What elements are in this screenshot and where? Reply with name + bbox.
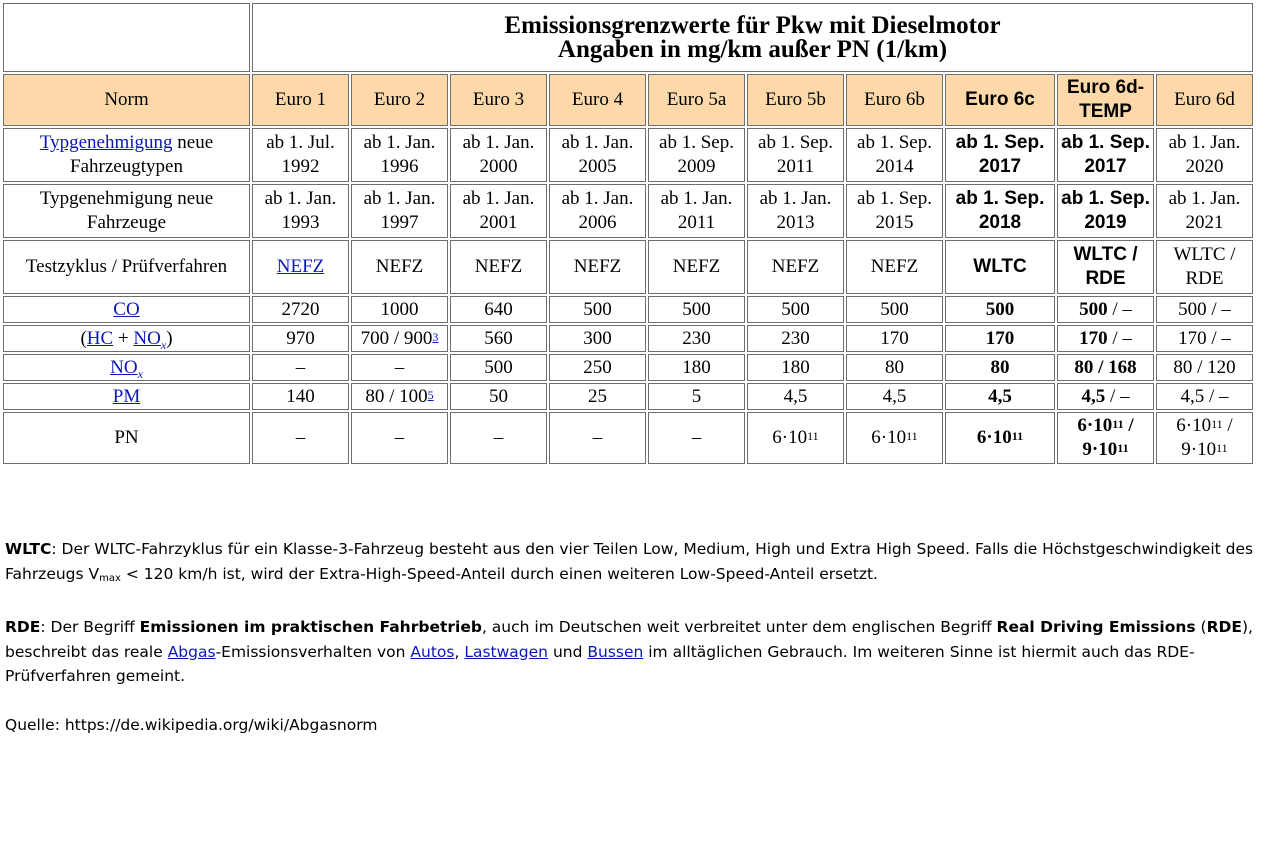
- value-cell: 500: [450, 354, 547, 381]
- header-euro6c: Euro 6c: [945, 74, 1055, 126]
- date-cell: ab 1. Sep. 2009: [648, 128, 745, 182]
- value-cell: 640: [450, 296, 547, 323]
- date-cell: ab 1. Jan. 2013: [747, 184, 844, 238]
- value-cell: 250: [549, 354, 646, 381]
- value-cell: 4,5: [747, 383, 844, 410]
- cycle-cell: NEFZ: [351, 240, 448, 294]
- footnote-3-link[interactable]: 3: [432, 329, 439, 344]
- date-cell: ab 1. Sep. 2011: [747, 128, 844, 182]
- value-cell: 300: [549, 325, 646, 352]
- notes-section: [5, 537, 1270, 761]
- header-row: [3, 74, 1253, 126]
- label-rest: neue: [172, 132, 214, 153]
- row-hc-nox: [3, 325, 1253, 352]
- empty-corner-cell: [3, 3, 250, 72]
- date-cell: ab 1. Sep. 2019: [1057, 184, 1154, 238]
- value-cell: 500: [945, 296, 1055, 323]
- date-cell: ab 1. Sep. 2018: [945, 184, 1055, 238]
- footnote-5-link[interactable]: 5: [427, 387, 434, 402]
- date-cell: ab 1. Jan. 2005: [549, 128, 646, 182]
- date-cell: ab 1. Sep. 2017: [1057, 128, 1154, 182]
- value-cell: $6\cdot 10^{11}$: [747, 412, 844, 464]
- date-cell: ab 1. Jan. 1997: [351, 184, 448, 238]
- value-cell: $6\cdot 10^{11}$: [846, 412, 943, 464]
- header-euro1: Euro 1: [252, 74, 349, 126]
- value-cell: 4,5 / –: [1156, 383, 1253, 410]
- value-cell: 230: [747, 325, 844, 352]
- label-testzyklus: Testzyklus / Prüfverfahren: [3, 240, 250, 294]
- date-cell: ab 1. Jan. 2021: [1156, 184, 1253, 238]
- row-typgenehmigung-fahrzeugtypen: [3, 128, 1253, 182]
- date-cell: ab 1. Jan. 2001: [450, 184, 547, 238]
- label-pn: PN: [3, 412, 250, 464]
- label-co: [3, 296, 250, 323]
- value-cell: 500 / –: [1156, 296, 1253, 323]
- value-cell: 170 / –: [1156, 325, 1253, 352]
- date-cell: ab 1. Jan. 2020: [1156, 128, 1253, 182]
- row-pn: [3, 412, 1253, 464]
- row-nox: [3, 354, 1253, 381]
- value-cell: 80 / 100$^5$: [351, 383, 448, 410]
- value-cell: 500: [648, 296, 745, 323]
- date-cell: ab 1. Jan. 2000: [450, 128, 547, 182]
- value-cell: 5: [648, 383, 745, 410]
- cycle-cell: WLTC / RDE: [1057, 240, 1154, 294]
- link-co[interactable]: CO: [113, 298, 140, 320]
- value-cell: $6\cdot 10^{11}$ / $9\cdot 10^{11}$: [1156, 412, 1253, 464]
- link-bussen[interactable]: Bussen: [587, 642, 644, 661]
- label-nox: [3, 354, 250, 381]
- header-euro5b: Euro 5b: [747, 74, 844, 126]
- header-euro5a: Euro 5a: [648, 74, 745, 126]
- header-euro6dtemp: [1057, 74, 1154, 126]
- date-cell: ab 1. Sep. 2017: [945, 128, 1055, 182]
- value-cell: –: [450, 412, 547, 464]
- link-lastwagen[interactable]: Lastwagen: [464, 642, 549, 661]
- date-cell: ab 1. Jan. 1993: [252, 184, 349, 238]
- value-cell: 170 / –: [1057, 325, 1154, 352]
- link-abgas[interactable]: Abgas: [167, 642, 216, 661]
- row-typgenehmigung-fahrzeuge: [3, 184, 1253, 238]
- value-cell: 180: [648, 354, 745, 381]
- cycle-cell: WLTC: [945, 240, 1055, 294]
- value-cell: 50: [450, 383, 547, 410]
- row-testzyklus: [3, 240, 1253, 294]
- value-cell: 500: [549, 296, 646, 323]
- link-nox[interactable]: $NO_x$: [133, 327, 167, 352]
- date-cell: ab 1. Jan. 1996: [351, 128, 448, 182]
- label-pm: [3, 383, 250, 410]
- cycle-cell: NEFZ: [450, 240, 547, 294]
- cycle-cell: NEFZ: [648, 240, 745, 294]
- value-cell: 500: [846, 296, 943, 323]
- label-typgenehmigung-fahrzeuge: Typgenehmigung neue Fahrzeuge: [3, 184, 250, 238]
- value-cell: 500 / –: [1057, 296, 1154, 323]
- value-cell: 80 / 168: [1057, 354, 1154, 381]
- header-euro4: Euro 4: [549, 74, 646, 126]
- emission-limits-table: [1, 1, 1255, 466]
- cycle-cell: [252, 240, 349, 294]
- value-cell: –: [648, 412, 745, 464]
- value-cell: –: [252, 354, 349, 381]
- note-source: Quelle: https://de.wikipedia.org/wiki/Abgasnorm: [5, 715, 378, 734]
- cycle-cell: WLTC / RDE: [1156, 240, 1253, 294]
- header-euro2: Euro 2: [351, 74, 448, 126]
- link-hc[interactable]: HC: [86, 327, 114, 349]
- value-cell: 80: [945, 354, 1055, 381]
- link-typgenehmigung[interactable]: Typgenehmigung: [39, 132, 173, 153]
- cycle-cell: NEFZ: [747, 240, 844, 294]
- value-cell: $6\cdot 10^{11}$: [945, 412, 1055, 464]
- row-pm: [3, 383, 1253, 410]
- value-cell: –: [351, 412, 448, 464]
- cycle-cell: NEFZ: [549, 240, 646, 294]
- title-line-2: Angaben in mg/km außer PN (1/km): [557, 35, 948, 63]
- link-nox-row[interactable]: $NO_x$: [110, 356, 143, 381]
- value-cell: 25: [549, 383, 646, 410]
- link-autos[interactable]: Autos: [410, 642, 455, 661]
- value-cell: 4,5: [846, 383, 943, 410]
- label-rest-line2: Fahrzeugtypen: [70, 156, 183, 177]
- title-line-1: Emissionsgrenzwerte für Pkw mit Dieselmotor: [504, 11, 1001, 39]
- row-co: [3, 296, 1253, 323]
- value-cell: $6\cdot 10^{11}$ / $9\cdot 10^{11}$: [1057, 412, 1154, 464]
- header-euro6dtemp-line1: Euro 6d-: [1066, 77, 1145, 98]
- value-cell: 4,5 / –: [1057, 383, 1154, 410]
- header-euro6dtemp-line2: TEMP: [1079, 101, 1132, 122]
- label-hc-nox: $(HC + NO_x)$: [3, 325, 250, 352]
- value-cell: 700 / 900$^3$: [351, 325, 448, 352]
- label-typgenehmigung-fahrzeugtypen: [3, 128, 250, 182]
- header-euro6d: Euro 6d: [1156, 74, 1253, 126]
- note-wltc: WLTC: Der WLTC-Fahrzyklus für ein Klasse-3-Fahrzeug besteht aus den vier Teilen Low, Medium, High und Extra High Speed. Falls die Höchstgeschwindigkeit des Fahrzeugs Vmax < 120 km/h ist, wird der Extra-High-Speed-Anteil durch einen weiteren Low-Speed-Anteil ersetzt.: [5, 540, 1254, 584]
- value-cell: 560: [450, 325, 547, 352]
- date-cell: ab 1. Sep. 2015: [846, 184, 943, 238]
- value-cell: 500: [747, 296, 844, 323]
- value-cell: 80 / 120: [1156, 354, 1253, 381]
- value-cell: 4,5: [945, 383, 1055, 410]
- value-cell: 230: [648, 325, 745, 352]
- header-euro6b: Euro 6b: [846, 74, 943, 126]
- value-cell: 170: [846, 325, 943, 352]
- value-cell: 1000: [351, 296, 448, 323]
- header-norm: Norm: [3, 74, 250, 126]
- table-title: [252, 3, 1253, 72]
- link-pm[interactable]: PM: [112, 385, 141, 407]
- value-cell: 170: [945, 325, 1055, 352]
- date-cell: ab 1. Sep. 2014: [846, 128, 943, 182]
- value-cell: 970: [252, 325, 349, 352]
- value-cell: 140: [252, 383, 349, 410]
- date-cell: ab 1. Jan. 2006: [549, 184, 646, 238]
- date-cell: ab 1. Jul. 1992: [252, 128, 349, 182]
- date-cell: ab 1. Jan. 2011: [648, 184, 745, 238]
- note-rde: RDE: Der Begriff Emissionen im praktischen Fahrbetrieb, auch im Deutschen weit verbreitet unter dem englischen Begriff Real Driving Emissions (RDE), beschreibt das reale Abgas-Emissionsverhalten von Autos, Lastwagen und Bussen im alltäglichen Gebrauch. Im weiteren Sinne ist hiermit auch das RDE-Prüfverfahren gemeint.: [5, 618, 1253, 685]
- cycle-cell: NEFZ: [846, 240, 943, 294]
- header-euro3: Euro 3: [450, 74, 547, 126]
- value-cell: 2720: [252, 296, 349, 323]
- value-cell: –: [252, 412, 349, 464]
- link-nefz[interactable]: NEFZ: [276, 256, 325, 277]
- value-cell: –: [351, 354, 448, 381]
- value-cell: –: [549, 412, 646, 464]
- value-cell: 180: [747, 354, 844, 381]
- value-cell: 80: [846, 354, 943, 381]
